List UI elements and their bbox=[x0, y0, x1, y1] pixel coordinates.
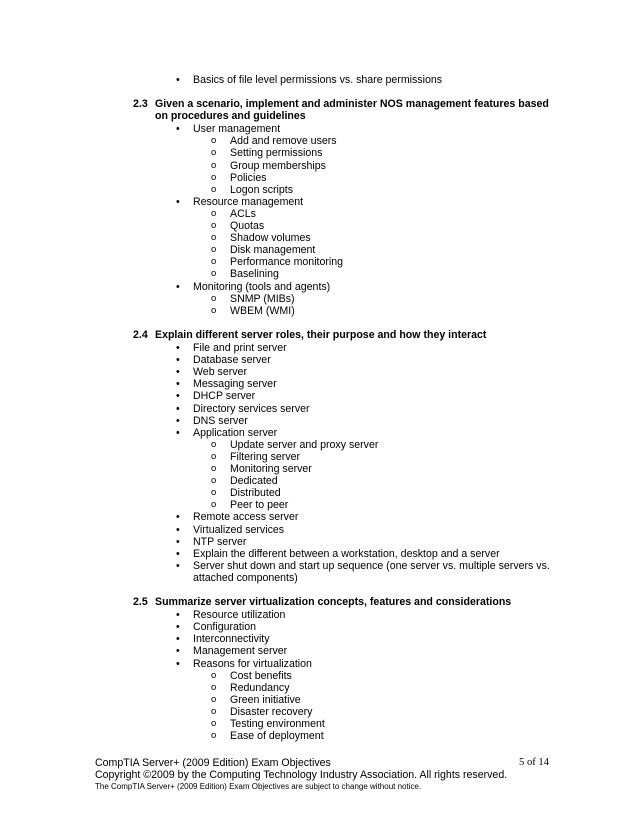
section-heading: Summarize server virtualization concepts, features and considerations bbox=[155, 596, 512, 608]
sub-list-item: Logon scripts bbox=[230, 184, 294, 196]
bullet-circle-icon: o bbox=[211, 451, 217, 462]
bullet-dot-icon: • bbox=[176, 427, 180, 439]
section-number: 2.4 bbox=[133, 329, 148, 341]
page-number: 5 of 14 bbox=[519, 757, 550, 768]
sub-list-item: Cost benefits bbox=[230, 670, 292, 682]
bullet-circle-icon: o bbox=[211, 305, 217, 316]
sub-list-item: SNMP (MIBs) bbox=[230, 293, 295, 305]
bullet-dot-icon: • bbox=[176, 633, 180, 645]
list-item: Resource utilization bbox=[193, 609, 286, 621]
sub-list-item: Disk management bbox=[230, 244, 316, 256]
bullet-dot-icon: • bbox=[176, 378, 180, 390]
sub-list-item: Green initiative bbox=[230, 694, 301, 706]
list-item: Web server bbox=[193, 366, 247, 378]
bullet-dot-icon: • bbox=[176, 196, 180, 208]
sub-list-item: Redundancy bbox=[230, 682, 290, 694]
list-item: Reasons for virtualization bbox=[193, 658, 312, 670]
list-item: Explain the different between a workstation, desktop and a server bbox=[193, 548, 500, 560]
bullet-circle-icon: o bbox=[211, 256, 217, 267]
bullet-dot-icon: • bbox=[176, 342, 180, 354]
sub-list-item: Setting permissions bbox=[230, 147, 323, 159]
bullet-circle-icon: o bbox=[211, 499, 217, 510]
list-item: Server shut down and start up sequence (one server vs. multiple servers vs. bbox=[193, 560, 550, 572]
footer-title: CompTIA Server+ (2009 Edition) Exam Objectives bbox=[95, 757, 331, 769]
sub-list-item: Disaster recovery bbox=[230, 706, 313, 718]
bullet-circle-icon: o bbox=[211, 475, 217, 486]
bullet-circle-icon: o bbox=[211, 220, 217, 231]
sub-list-item: Ease of deployment bbox=[230, 730, 324, 742]
bullet-circle-icon: o bbox=[211, 682, 217, 693]
sub-list-item: Peer to peer bbox=[230, 499, 289, 511]
bullet-dot-icon: • bbox=[176, 415, 180, 427]
bullet-circle-icon: o bbox=[211, 268, 217, 279]
sub-list-item: Update server and proxy server bbox=[230, 439, 379, 451]
list-item: NTP server bbox=[193, 536, 247, 548]
section-heading: Explain different server roles, their purpose and how they interact bbox=[155, 329, 487, 341]
list-item: DHCP server bbox=[193, 390, 256, 402]
bullet-dot-icon: • bbox=[176, 645, 180, 657]
sub-list-item: Dedicated bbox=[230, 475, 278, 487]
bullet-dot-icon: • bbox=[176, 609, 180, 621]
list-item: Remote access server bbox=[193, 511, 299, 523]
bullet-circle-icon: o bbox=[211, 694, 217, 705]
footer-notice: The CompTIA Server+ (2009 Edition) Exam Objectives are subject to change without notice. bbox=[95, 782, 422, 791]
sub-list-item: Filtering server bbox=[230, 451, 301, 463]
list-item: Resource management bbox=[193, 196, 304, 208]
section-heading: Given a scenario, implement and administer NOS management features based bbox=[155, 98, 549, 110]
bullet-dot-icon: • bbox=[176, 354, 180, 366]
bullet-dot-icon: • bbox=[176, 390, 180, 402]
bullet-dot-icon: • bbox=[176, 560, 180, 572]
bullet-circle-icon: o bbox=[211, 208, 217, 219]
bullet-circle-icon: o bbox=[211, 439, 217, 450]
sub-list-item: ACLs bbox=[230, 208, 256, 220]
sub-list-item: Monitoring server bbox=[230, 463, 312, 475]
list-item: User management bbox=[193, 123, 281, 135]
sub-list-item: Add and remove users bbox=[230, 135, 337, 147]
bullet-circle-icon: o bbox=[211, 706, 217, 717]
bullet-circle-icon: o bbox=[211, 232, 217, 243]
bullet-circle-icon: o bbox=[211, 718, 217, 729]
section-number: 2.3 bbox=[133, 98, 148, 110]
list-item: Interconnectivity bbox=[193, 633, 270, 645]
sub-list-item: WBEM (WMI) bbox=[230, 305, 295, 317]
bullet-circle-icon: o bbox=[211, 244, 217, 255]
bullet-dot-icon: • bbox=[176, 524, 180, 536]
list-item: Management server bbox=[193, 645, 288, 657]
bullet-dot-icon: • bbox=[176, 403, 180, 415]
bullet-dot-icon: • bbox=[176, 366, 180, 378]
bullet-circle-icon: o bbox=[211, 487, 217, 498]
list-item: File and print server bbox=[193, 342, 287, 354]
sub-list-item: Performance monitoring bbox=[230, 256, 344, 268]
sub-list-item: Shadow volumes bbox=[230, 232, 311, 244]
list-item: DNS server bbox=[193, 415, 248, 427]
bullet-circle-icon: o bbox=[211, 172, 217, 183]
bullet-dot-icon: • bbox=[176, 536, 180, 548]
sub-list-item: Group memberships bbox=[230, 160, 326, 172]
bullet-circle-icon: o bbox=[211, 463, 217, 474]
bullet-circle-icon: o bbox=[211, 670, 217, 681]
sub-list-item: Baselining bbox=[230, 268, 279, 280]
sub-list-item: Testing environment bbox=[230, 718, 325, 730]
bullet-circle-icon: o bbox=[211, 293, 217, 304]
bullet-dot-icon: • bbox=[176, 658, 180, 670]
bullet-dot-icon: • bbox=[176, 281, 180, 293]
sub-list-item: Quotas bbox=[230, 220, 265, 232]
section-heading-continued: on procedures and guidelines bbox=[155, 110, 306, 122]
bullet-dot-icon: • bbox=[176, 621, 180, 633]
list-item: Database server bbox=[193, 354, 271, 366]
bullet-circle-icon: o bbox=[211, 184, 217, 195]
list-item: Configuration bbox=[193, 621, 257, 633]
list-item: attached components) bbox=[193, 572, 298, 584]
bullet-circle-icon: o bbox=[211, 147, 217, 158]
bullet-circle-icon: o bbox=[211, 730, 217, 741]
footer-copyright: Copyright ©2009 by the Computing Technology Industry Association. All rights reserved. bbox=[95, 769, 508, 781]
bullet-circle-icon: o bbox=[211, 160, 217, 171]
sub-list-item: Distributed bbox=[230, 487, 281, 499]
list-item: Directory services server bbox=[193, 403, 310, 415]
bullet-dot-icon: • bbox=[176, 123, 180, 135]
list-item: Messaging server bbox=[193, 378, 277, 390]
list-item: Basics of file level permissions vs. share permissions bbox=[193, 74, 443, 86]
sub-list-item: Policies bbox=[230, 172, 267, 184]
bullet-circle-icon: o bbox=[211, 135, 217, 146]
list-item: Application server bbox=[193, 427, 278, 439]
section-number: 2.5 bbox=[133, 596, 148, 608]
bullet-dot-icon: • bbox=[176, 74, 180, 86]
list-item: Monitoring (tools and agents) bbox=[193, 281, 331, 293]
bullet-dot-icon: • bbox=[176, 511, 180, 523]
bullet-dot-icon: • bbox=[176, 548, 180, 560]
list-item: Virtualized services bbox=[193, 524, 285, 536]
